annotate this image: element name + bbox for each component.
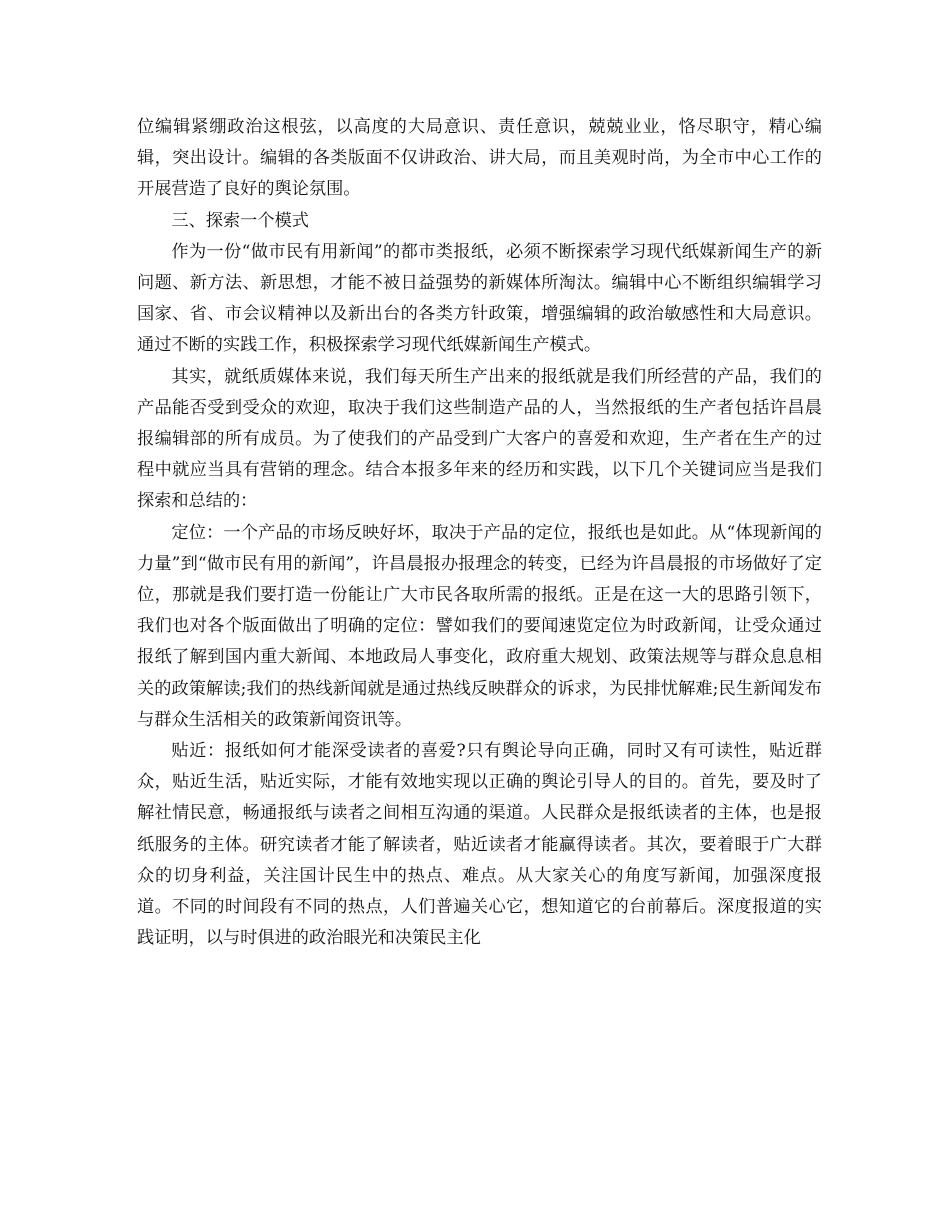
paragraph-4: 其实，就纸质媒体来说，我们每天所生产出来的报纸就是我们所经营的产品，我们的产品能否受到受众的欢迎，取决于我们这些制造产品的人，当然报纸的生产者包括许昌晨报编辑部的所有成员。为了使我们的产品受到广大客户的喜爱和欢迎，生产者在生产的过程中就应当具有营销的理念。结合本报多年来的经历和实践，以下几个关键词应当是我们探索和总结的： xyxy=(137,366,822,512)
paragraph-6: 贴近：报纸如何才能深受读者的喜爱?只有舆论导向正确，同时又有可读性，贴近群众，贴近生活，贴近实际，才能有效地实现以正确的舆论引导人的目的。首先，要及时了解社情民意，畅通报纸与读者之间相互沟通的渠道。人民群众是报纸读者的主体，也是报纸服务的主体。研究读者才能了解读者，贴近读者才能赢得读者。其次，要着眼于广大群众的切身利益，关注国计民生中的热点、难点。从大家关心的角度写新闻，加强深度报道。不同的时间段有不同的热点，人们普遍关心它，想知道它的台前幕后。深度报道的实践证明，以与时俱进的政治眼光和决策民主化 xyxy=(137,741,822,949)
document-body xyxy=(137,112,822,954)
section-heading: 三、探索一个模式 xyxy=(171,210,309,231)
paragraph-5: 定位：一个产品的市场反映好坏，取决于产品的定位，报纸也是如此。从“体现新闻的力量”到“做市民有用的新闻”，许昌晨报办报理念的转变，已经为许昌晨报的市场做好了定位，那就是我们要打造一份能让广大市民各取所需的报纸。正是在这一大的思路引领下，我们也对各个版面做出了明确的定位：譬如我们的要闻速览定位为时政新闻，让受众通过报纸了解到国内重大新闻、本地政局人事变化，政府重大规划、政策法规等与群众息息相关的政策解读;我们的热线新闻就是通过热线反映群众的诉求，为民排忧解难;民生新闻发布与群众生活相关的政策新闻资讯等。 xyxy=(137,522,822,730)
paragraph-3: 作为一份“做市民有用新闻”的都市类报纸，必须不断探索学习现代纸媒新闻生产的新问题、新方法、新思想，才能不被日益强势的新媒体所淘汰。编辑中心不断组织编辑学习国家、省、市会议精神以及新出台的各类方针政策，增强编辑的政治敏感性和大局意识。通过不断的实践工作，积极探索学习现代纸媒新闻生产模式。 xyxy=(137,241,822,356)
paragraph-1: 位编辑紧绷政治这根弦，以高度的大局意识、责任意识，兢兢业业，恪尽职守，精心编辑，突出设计。编辑的各类版面不仅讲政治、讲大局，而且美观时尚，为全市中心工作的开展营造了良好的舆论氛围。 xyxy=(137,117,822,200)
